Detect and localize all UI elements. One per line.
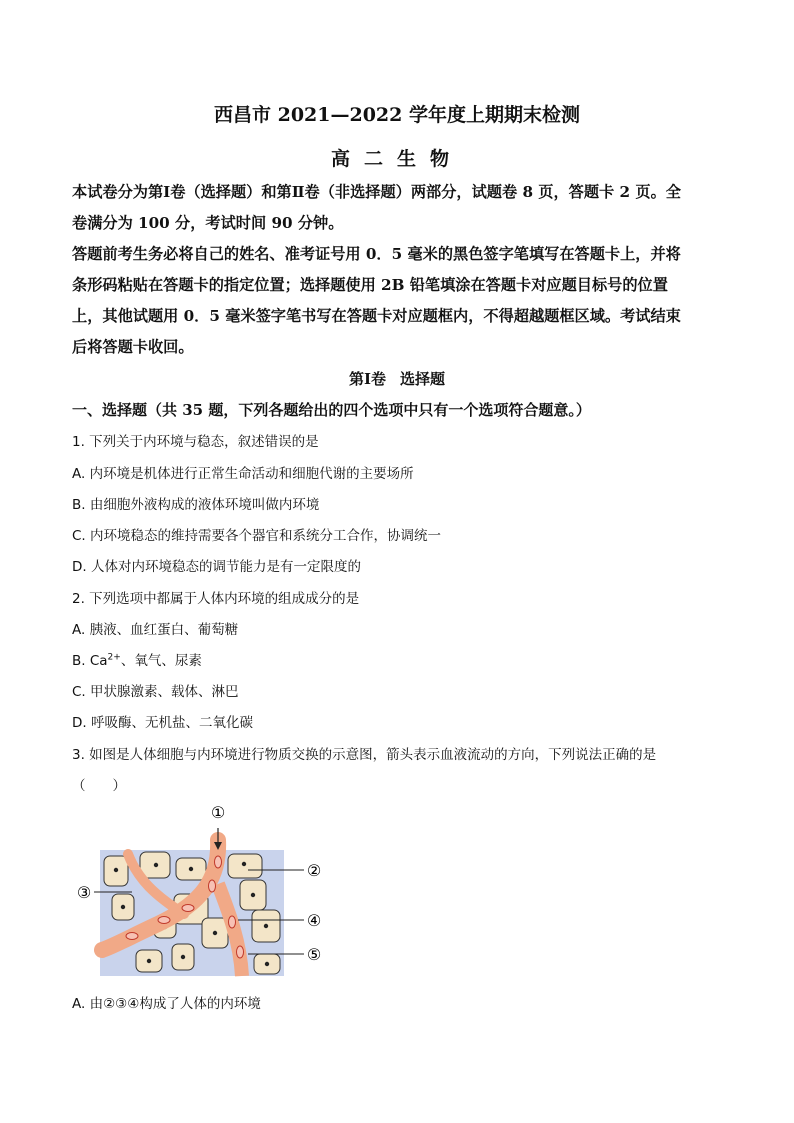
question-2-option-a: A. 胰液、血红蛋白、葡萄糖	[72, 622, 239, 638]
question-3-blank: （ ）	[72, 778, 126, 794]
intro-line: 后将答题卡收回。	[72, 338, 194, 356]
ion-charge: 2+	[107, 652, 121, 663]
question-3-stem: 3. 如图是人体细胞与内环境进行物质交换的示意图，箭头表示血液流动的方向，下列说法正确的是	[72, 747, 657, 763]
figure-label-3: ③	[76, 883, 92, 902]
intro-line: 本试卷分为第Ⅰ卷（选择题）和第Ⅱ卷（非选择题）两部分，试题卷 8 页，答题卡 2 页。全	[72, 183, 681, 201]
question-1-option-b: B. 由细胞外液构成的液体环境叫做内环境	[72, 497, 320, 513]
subject-title: 高二生物	[330, 148, 463, 170]
question-1-option-a: A. 内环境是机体进行正常生命活动和细胞代谢的主要场所	[72, 466, 414, 482]
section-heading: 一、选择题（共 35 题，下列各题给出的四个选项中只有一个选项符合题意。）	[72, 401, 591, 419]
section-title	[0, 368, 794, 389]
figure-label-2: ②	[306, 861, 322, 880]
question-1-option-c: C. 内环境稳态的维持需要各个器官和系统分工合作，协调统一	[72, 528, 442, 544]
figure-label-1: ①	[210, 803, 226, 822]
tissue-exchange-diagram	[72, 800, 332, 982]
intro-line: 条形码粘贴在答题卡的指定位置；选择题使用 2B 铅笔填涂在答题卡对应题目标号的位置	[72, 276, 668, 294]
question-1-option-d: D. 人体对内环境稳态的调节能力是有一定限度的	[72, 559, 361, 575]
question-2-stem: 2. 下列选项中都属于人体内环境的组成成分的是	[72, 591, 360, 607]
section-name: 选择题	[400, 370, 446, 388]
question-2-option-b	[72, 649, 722, 669]
intro-line: 答题前考生务必将自己的姓名、准考证号用 0．5 毫米的黑色签字笔填写在答题卡上，并将	[72, 245, 681, 263]
question-2-option-d: D. 呼吸酶、无机盐、二氧化碳	[72, 715, 253, 731]
exam-title: 西昌市 2021—2022 学年度上期期末检测	[214, 104, 580, 126]
intro-paragraph-2	[72, 239, 722, 363]
cell	[228, 854, 262, 878]
intro-line: 上，其他试题用 0．5 毫米签字笔书写在答题卡对应题框内，不得超越题框区域。考试结束	[72, 307, 681, 325]
intro-line: 卷满分为 100 分，考试时间 90 分钟。	[72, 214, 344, 232]
question-2-option-c: C. 甲状腺激素、载体、淋巴	[72, 684, 239, 700]
section-part: 第Ⅰ卷	[348, 370, 386, 388]
question-1-stem: 1. 下列关于内环境与稳态，叙述错误的是	[72, 434, 319, 450]
option-b-rest: 、氧气、尿素	[120, 653, 202, 669]
intro-paragraph-1	[72, 177, 722, 239]
option-b-prefix: B. Ca	[72, 653, 108, 669]
figure-label-5: ⑤	[306, 945, 322, 964]
figure-label-4: ④	[306, 911, 322, 930]
question-3-option-a: A. 由②③④构成了人体的内环境	[72, 996, 261, 1012]
